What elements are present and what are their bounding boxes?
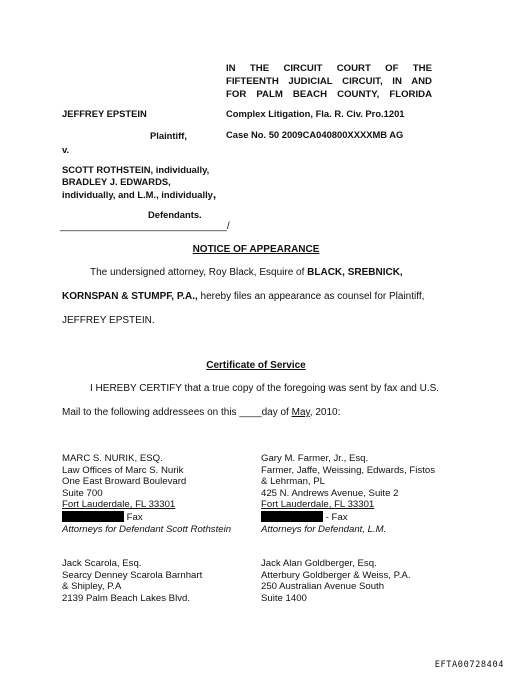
court-line-2: FIFTEENTH JUDICIAL CIRCUIT, IN AND <box>226 76 432 87</box>
addressee-farmer: Gary M. Farmer, Jr., Esq. Farmer, Jaffe, Weissing, Edwards, Fistos & Lehrman, PL 425 N. Andrews Avenue, Suite 2 Fort Lauderdale, FL 33301 - Fax Attorneys for Defendant, L.M. <box>261 453 435 535</box>
complex-litigation: Complex Litigation, Fla. R. Civ. Pro.1201 <box>226 108 405 119</box>
notice-title: NOTICE OF APPEARANCE <box>192 244 320 255</box>
role-line: Attorneys for Defendant Scott Rothstein <box>62 523 232 535</box>
caption-rule: ______________________________/ <box>60 221 230 232</box>
notice-line-3: JEFFREY EPSTEIN. <box>62 315 155 326</box>
addressee-goldberger: Jack Alan Goldberger, Esq. Atterbury Goldberger & Weiss, P.A. 250 Australian Avenue South Suite 1400 <box>261 558 411 604</box>
bates-number: EFTA00728404 <box>434 660 504 670</box>
role-line: Attorneys for Defendant, L.M. <box>261 523 387 535</box>
addressee-nurik: MARC S. NURIK, ESQ. Law Offices of Marc S. Nurik One East Broward Boulevard Suite 700 Fort Lauderdale, FL 33301 Fax Attorneys for Defendant Scott Rothstein <box>62 453 232 535</box>
defendant-line-2: BRADLEY J. EDWARDS, <box>62 176 171 187</box>
court-line-3: FOR PALM BEACH COUNTY, FLORIDA <box>226 89 432 100</box>
versus: v. <box>62 144 70 155</box>
redaction-bar <box>62 511 124 522</box>
court-line-1: IN THE CIRCUIT COURT OF THE <box>226 63 432 74</box>
defendants-block <box>62 164 216 201</box>
defendants-label: Defendants. <box>148 209 202 220</box>
case-number: Case No. 50 2009CA040800XXXXMB AG <box>226 129 404 140</box>
certificate-line-1: I HEREBY CERTIFY that a true copy of the foregoing was sent by fax and U.S. <box>90 383 440 394</box>
plaintiff-label: Plaintiff, <box>150 130 187 141</box>
certificate-line-2: Mail to the following addressees on this ____day of May, 2010: <box>62 407 341 418</box>
certificate-title: Certificate of Service <box>206 360 306 371</box>
plaintiff-name: JEFFREY EPSTEIN <box>62 108 147 119</box>
fax-line: Fax <box>62 511 231 524</box>
fax-line: - Fax <box>261 511 435 524</box>
notice-line-2: KORNSPAN & STUMPF, P.A., hereby files an appearance as counsel for Plaintiff, <box>62 291 425 302</box>
defendant-line-1: SCOTT ROTHSTEIN, individually, <box>62 164 210 175</box>
defendant-line-3: individually, and L.M., individually, <box>62 187 217 201</box>
redaction-bar <box>261 511 323 522</box>
addressee-scarola: Jack Scarola, Esq. Searcy Denney Scarola Barnhart & Shipley, P.A 2139 Palm Beach Lakes Blvd. <box>62 558 203 604</box>
court-heading <box>226 62 432 101</box>
notice-line-1: The undersigned attorney, Roy Black, Esquire of BLACK, SREBNICK, <box>90 267 403 278</box>
